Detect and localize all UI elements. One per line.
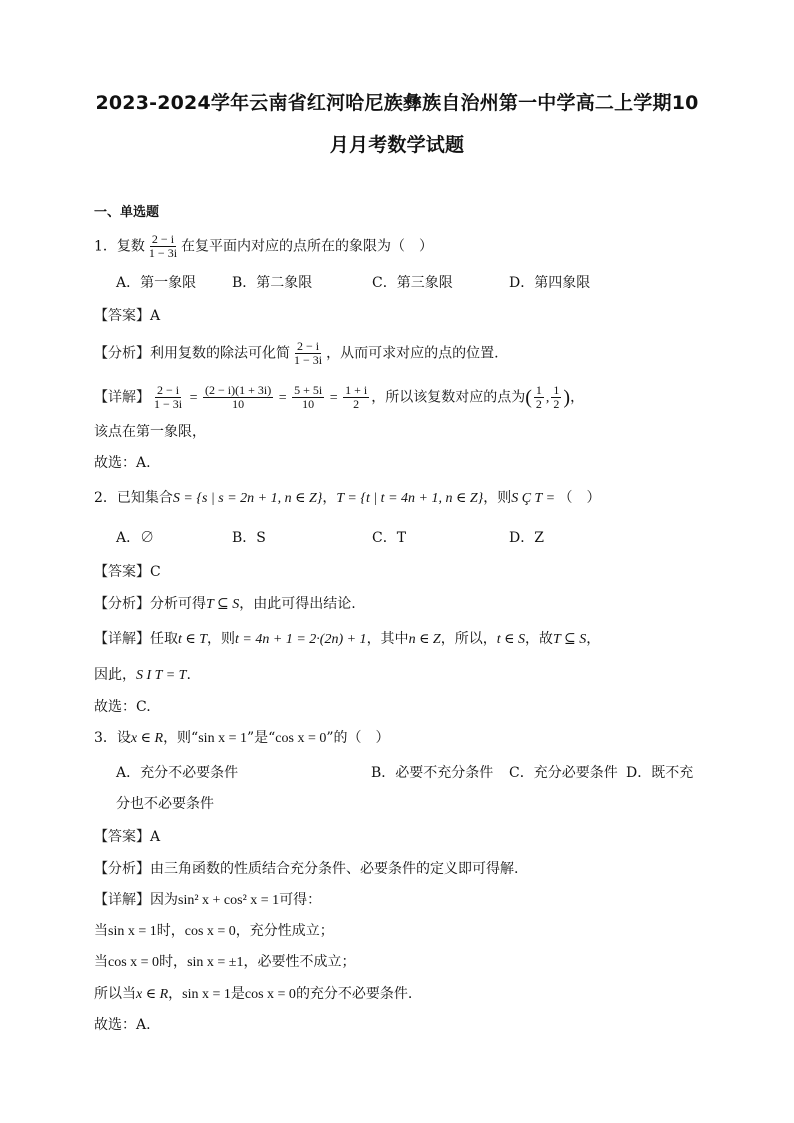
- q3-detail-line2: [94, 921, 334, 942]
- q3-l3-mid: 时，: [159, 954, 188, 970]
- q1-analysis: [94, 340, 499, 367]
- q3-l4-e1: x ∈ R: [136, 987, 169, 1002]
- q3-l2-e2: cos x = 0: [184, 924, 236, 939]
- q3-option-d: D．既不充: [626, 765, 694, 781]
- q2-option-b: B．S: [232, 530, 266, 546]
- q3-l4-post: 的充分不必要条件.: [295, 986, 413, 1002]
- q3-detail: [94, 890, 321, 911]
- q3-stem-e2: sin x = 1: [198, 731, 247, 746]
- q1-detail-frac4: [343, 384, 369, 411]
- q3-stem-e1: x ∈ R: [130, 731, 164, 746]
- q2-option-d: D．Z: [509, 530, 544, 546]
- q3-answer: [94, 827, 160, 847]
- q1-fraction: [147, 233, 179, 260]
- q2-stem-pre: 2．已知集合: [94, 490, 173, 506]
- q3-l3-e1: cos x = 0: [108, 955, 160, 970]
- q3-option-a: A．充分不必要条件: [116, 765, 239, 781]
- q3-stem-mid: ，则“: [163, 730, 199, 746]
- q2-detail-e1: t ∈ T: [178, 632, 208, 647]
- q2-detail-4: ，所以，: [440, 631, 497, 647]
- q1-detail-line2: 该点在第一象限，: [94, 424, 206, 440]
- q2-expr: S Ç T =: [511, 491, 559, 506]
- q3-detail-post: 可得：: [279, 892, 322, 908]
- q1-d-f1-den: 1 − 3i: [154, 397, 183, 411]
- q1-d-f4-den: 2: [353, 397, 360, 411]
- q3-l3-e2: sin x = ±1: [187, 955, 244, 970]
- q2-option-a: A．∅: [116, 530, 155, 546]
- q2-analysis-tag: 【分析】: [94, 596, 150, 612]
- q1-detail-frac3: [292, 384, 324, 411]
- q1-stem-pre: 1．复数: [94, 238, 145, 255]
- q3-analysis-tag: 【分析】: [94, 861, 150, 877]
- q2-answer-value: C: [150, 564, 161, 580]
- q2-detail-e3: n ∈ Z: [408, 632, 441, 647]
- q1-analysis-tag: 【分析】: [94, 345, 150, 362]
- q2-set-t: T = {t | t = 4n + 1, n ∈ Z}: [336, 491, 484, 506]
- q2-stem-mid: ，则: [483, 490, 512, 506]
- q3-choose: 故选：A.: [94, 1017, 151, 1033]
- q3-detail-line4: [94, 984, 412, 1005]
- q2-detail-3: ，其中: [366, 631, 409, 647]
- q3-l2-e1: sin x = 1: [108, 924, 157, 939]
- q1-point-x: [534, 384, 544, 411]
- q1-d-f3-den: 10: [302, 397, 315, 411]
- q2-analysis-post: ，由此可得出结论.: [239, 596, 356, 612]
- q3-l4-e2: sin x = 1: [182, 987, 231, 1002]
- q1-p1-den: 2: [535, 397, 542, 411]
- q3-option-b: B．必要不充分条件: [371, 765, 494, 781]
- q1-d-f3-num: 5 + 5i: [294, 383, 323, 397]
- q3-l3-post: ，必要性不成立；: [243, 954, 356, 970]
- q3-analysis-text: 由三角函数的性质结合充分条件、必要条件的定义即可得解.: [150, 861, 519, 877]
- q1-answer-tag: 【答案】: [94, 308, 150, 324]
- q1-detail-frac2: [203, 384, 273, 411]
- q2-detail-5: ，故: [524, 631, 553, 647]
- q2-detail-line2: [94, 665, 191, 686]
- q3-l2-post: ，充分性成立；: [235, 923, 334, 939]
- q1-analysis-frac-num: 2 − i: [297, 339, 320, 353]
- q1-option-a: A．第一象限: [116, 275, 197, 291]
- q3-option-c: C．充分必要条件: [509, 765, 618, 781]
- q3-stem-e3: cos x = 0: [275, 731, 327, 746]
- q1-analysis-frac-den: 1 − 3i: [294, 353, 323, 367]
- q2-sep: ，: [322, 490, 337, 506]
- q2-analysis-pre: 分析可得: [150, 596, 206, 612]
- q2-detail-e4: t ∈ S: [496, 632, 525, 647]
- q2-detail-6: ，: [586, 631, 601, 647]
- q3-l4-mid2: 是: [230, 986, 245, 1002]
- q1-choose: 故选：A.: [94, 455, 151, 471]
- q1-analysis-post: ，从而可求对应的点的位置.: [326, 345, 499, 362]
- q3-l4-e3: cos x = 0: [244, 987, 296, 1002]
- q2-detail-tag: 【详解】: [94, 631, 150, 647]
- q3-answer-tag: 【答案】: [94, 829, 150, 845]
- q3-detail-expr: sin² x + cos² x = 1: [178, 893, 280, 908]
- q3-l3-pre: 当: [94, 954, 108, 970]
- q1-stem: [94, 233, 433, 260]
- q2-option-c: C．T: [372, 530, 407, 546]
- q1-d-f4-num: 1 + i: [345, 383, 368, 397]
- q1-option-c: C．第三象限: [372, 275, 453, 291]
- q2-detail: [94, 629, 600, 650]
- q2-analysis: [94, 594, 356, 615]
- q3-option-d-cont: 分也不必要条件: [116, 796, 214, 812]
- q1-frac-num: 2 − i: [151, 232, 175, 246]
- q3-stem-pre: 3．设: [94, 730, 131, 746]
- q3-answer-value: A: [150, 829, 161, 845]
- q1-option-b: B．第二象限: [232, 275, 313, 291]
- document-title-line1: 2023-2024学年云南省红河哈尼族彝族自治州第一中学高二上学期10: [95, 92, 699, 114]
- q3-l4-pre: 所以当: [94, 986, 136, 1002]
- q1-detail-tag: 【详解】: [94, 389, 150, 406]
- q3-detail-line3: [94, 952, 355, 973]
- q1-answer: [94, 306, 160, 326]
- q1-detail-mid: ，所以该复数对应的点为: [371, 389, 526, 406]
- q1-stem-post: 在复平面内对应的点所在的象限为（ ）: [181, 238, 434, 255]
- q1-p1-num: 1: [535, 383, 542, 397]
- q2-answer: [94, 562, 161, 582]
- q3-detail-tag: 【详解】: [94, 892, 150, 908]
- q2-choose: 故选：C.: [94, 699, 151, 715]
- q3-analysis: [94, 859, 518, 879]
- q2-detail-e2: t = 4n + 1 = 2·(2n) + 1: [235, 632, 367, 647]
- q2-detail-e5: T ⊆ S: [552, 632, 587, 647]
- q1-detail-frac1: [152, 384, 184, 411]
- section-heading: 一、单选题: [94, 205, 160, 220]
- q3-l2-pre: 当: [94, 923, 108, 939]
- q3-detail-pre: 因为: [150, 892, 178, 908]
- q2-line2-pre: 因此，: [94, 667, 136, 683]
- q2-detail-2: ，则: [207, 631, 236, 647]
- q1-p2-num: 1: [553, 383, 560, 397]
- q2-line2-post: .: [186, 667, 191, 683]
- q2-set-s: S = {s | s = 2n + 1, n ∈ Z}: [172, 491, 323, 506]
- q2-answer-tag: 【答案】: [94, 564, 150, 580]
- q3-l4-mid: ，: [168, 986, 183, 1002]
- q1-detail: 【详解】 $\frac{2 - i}{1 - 3i}$ = $\frac{(2 - i)(1 + 3i)}{10}$ = $\frac{5 + 5i}{10}$ = $\frac{1 + i}{2}$ ，所以该复数对应的点为( $\frac{1}{2}$ , $\frac{1}{2}$ )，: [94, 383, 585, 411]
- q1-answer-value: A: [150, 308, 161, 324]
- q1-d-f1-num: 2 − i: [157, 383, 180, 397]
- q2-detail-1: 任取: [150, 631, 178, 647]
- q1-frac-den: 1 − 3i: [148, 246, 178, 260]
- q1-analysis-fraction: [292, 340, 324, 367]
- q3-l2-mid: 时，: [156, 923, 185, 939]
- q2-line2-expr: S I T = T: [136, 668, 187, 683]
- document-title-line2: 月月考数学试题: [329, 134, 465, 156]
- q3-stem: [94, 728, 390, 749]
- q1-p2-den: 2: [553, 397, 560, 411]
- q3-stem-mid2: ”是“: [246, 730, 276, 746]
- q1-analysis-pre: 利用复数的除法可化简: [150, 345, 290, 362]
- q3-stem-post: ”的（ ）: [326, 730, 390, 746]
- q1-d-f2-num: (2 − i)(1 + 3i): [205, 383, 272, 397]
- q1-d-f2-den: 10: [232, 397, 245, 411]
- q1-point-y: [551, 384, 561, 411]
- q1-option-d: D．第四象限: [509, 275, 591, 291]
- q2-analysis-expr: T ⊆ S: [206, 597, 240, 612]
- q2-stem: [94, 488, 601, 509]
- q2-stem-post: （ ）: [558, 490, 601, 506]
- q1-detail-end: ，: [570, 389, 585, 406]
